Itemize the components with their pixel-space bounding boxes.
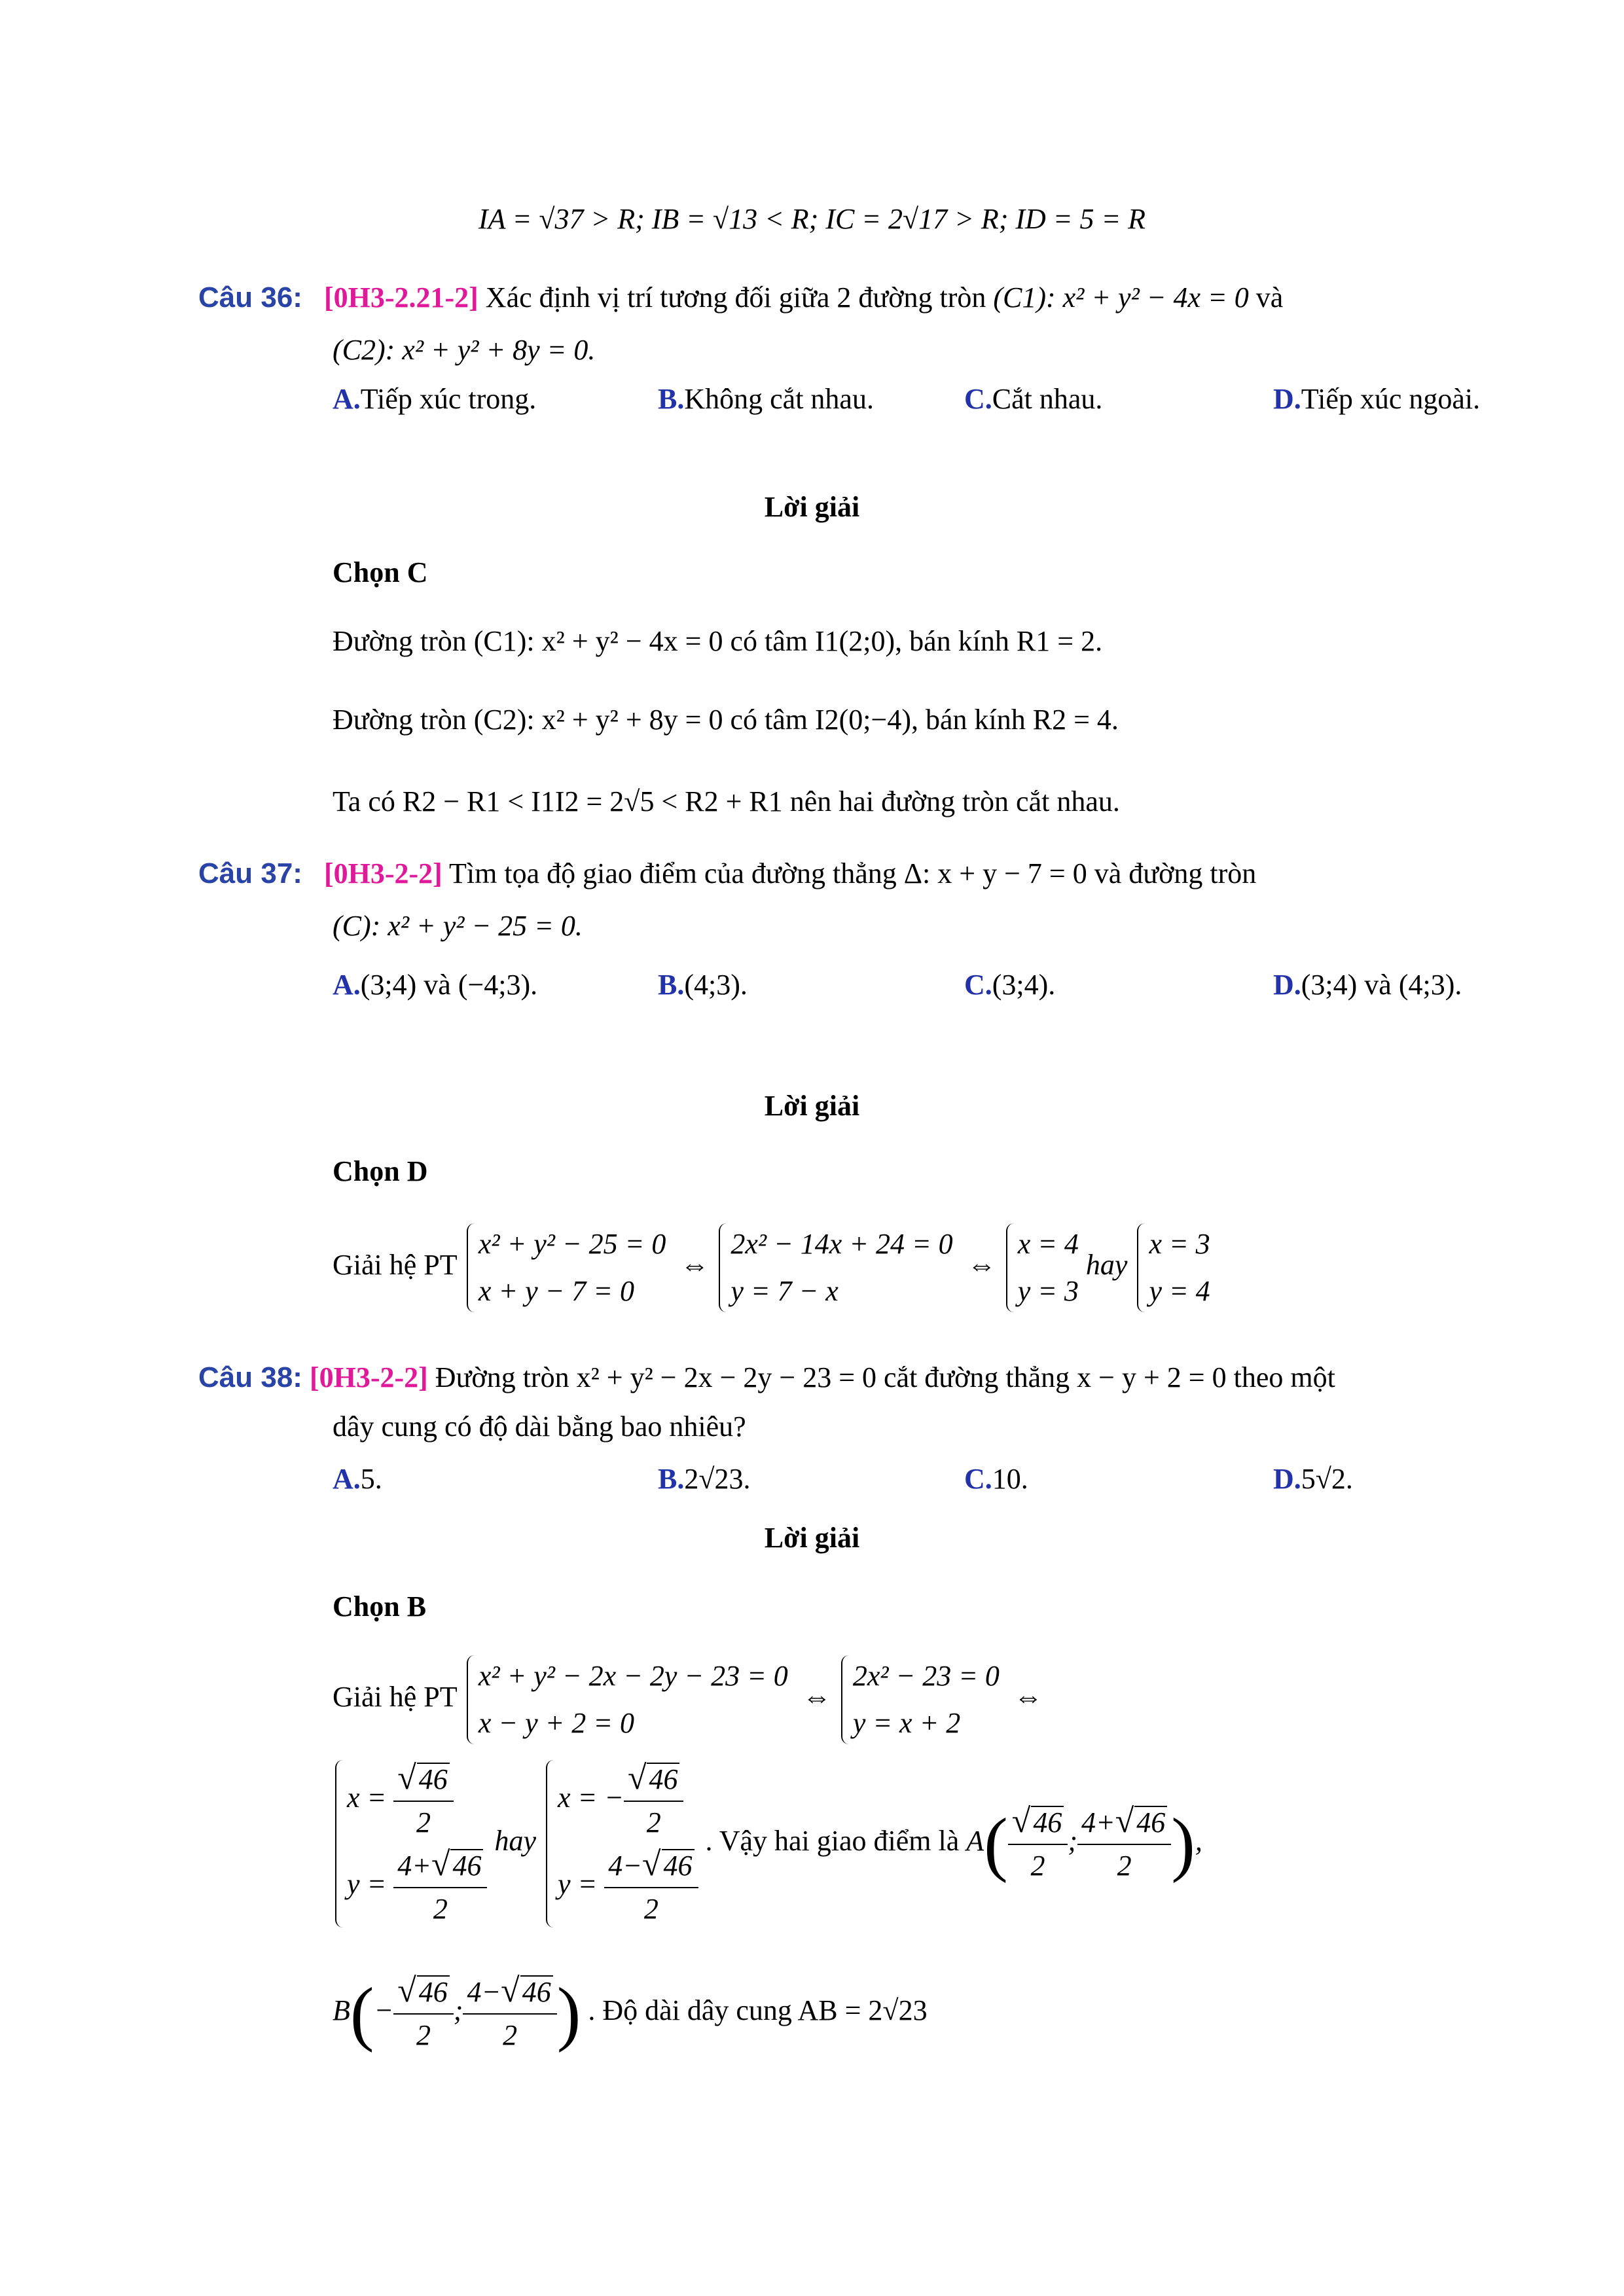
q36-c2: (C2): x² + y² + 8y = 0. [333,334,596,366]
q37-hay: hay [1085,1249,1128,1282]
q37-option-a [333,965,537,1005]
q36-option-c-text: Cắt nhau. [992,383,1103,415]
q38-option-c-text: 10. [992,1463,1028,1495]
q38-system-1-eq2: x − y + 2 = 0 [478,1707,634,1739]
q36-option-b [658,380,874,419]
q37-system-3 [1003,1221,1079,1315]
q38-heading [198,1358,1335,1397]
q38-option-b [658,1460,751,1499]
q38-option-b-letter: B. [658,1463,685,1495]
q38-final-line [333,1970,928,2056]
q37-circle: (C): x² + y² − 25 = 0. [333,910,583,942]
q38-label: Câu 38: [198,1361,302,1393]
q37-option-d-text: (3;4) và (4;3). [1301,969,1462,1001]
q37-system-1-eq2: x + y − 7 = 0 [478,1275,634,1307]
q37-text: Tìm tọa độ giao điểm của đường thẳng Δ: x + y − 7 = 0 và đường tròn [449,857,1257,889]
q38-system-1-eq1: x² + y² − 2x − 2y − 23 = 0 [478,1660,788,1692]
q37-option-b-letter: B. [658,969,685,1001]
q37-system-1 [464,1221,666,1315]
q37-option-a-letter: A. [333,969,361,1001]
q38-system-2-eq2: y = x + 2 [852,1707,961,1739]
q36-label: Câu 36: [198,281,302,314]
q37-heading [198,854,1256,893]
q37-system-4 [1134,1221,1210,1315]
q38-tag: [0H3-2-2] [309,1361,428,1393]
q38-option-a [333,1460,382,1499]
q38-solution-system-1: x = $\frac{√46}{2}$ y = $\frac{4+√46}{2}$ [333,1757,487,1930]
q36-solution-line-2: Đường tròn (C2): x² + y² + 8y = 0 có tâm I2(0;−4), bán kính R2 = 4. [333,704,1119,736]
q37-option-d-letter: D. [1273,969,1301,1001]
q38-solution-system-2: x = − $\frac{√46}{2}$ y = $\frac{4-√46}{2}$ [543,1757,698,1930]
q37-solution-title: Lời giải [764,1090,860,1122]
q37-solve-prefix: Giải hệ PT [333,1249,457,1282]
q37-system-4-eq2: y = 4 [1149,1275,1210,1307]
q37-system-2 [716,1221,952,1315]
q38-solve-prefix: Giải hệ PT [333,1681,457,1713]
q36-option-a-text: Tiếp xúc trong. [360,383,537,415]
q37-system-2-eq2: y = 7 − x [731,1275,839,1307]
q37-system-line: Giải hệ PT x² + y² − 25 = 0 x + y − 7 = 0 ⇔ 2x² − 14x + 24 = 0 y = 7 − x ⇔ x = 4 y = 3 hay x = 3 y = 4 [333,1221,1210,1315]
q37-system-4-eq1: x = 3 [1149,1228,1210,1260]
q38-option-c-letter: C. [964,1463,992,1495]
q37-label: Câu 37: [198,857,302,889]
q36-option-d-text: Tiếp xúc ngoài. [1301,383,1481,415]
q38-point-a: A( $\frac{√46}{2}$ ; $\frac{4+√46}{2}$ ), [966,1825,1202,1857]
q37-option-b [658,965,748,1005]
q37-system-3-eq2: y = 3 [1017,1275,1079,1307]
q37-option-b-text: (4;3). [684,969,748,1001]
q38-option-d-letter: D. [1273,1463,1301,1495]
q38-text: Đường tròn x² + y² − 2x − 2y − 23 = 0 cắt đường thẳng x − y + 2 = 0 theo một [435,1361,1335,1393]
q36-option-a-letter: A. [333,383,361,415]
q36-option-b-text: Không cắt nhau. [684,383,874,415]
q38-conclude: . Vậy hai giao điểm là [705,1825,960,1857]
q37-option-a-text: (3;4) và (−4;3). [360,969,538,1001]
q36-option-d-letter: D. [1273,383,1301,415]
q38-option-a-text: 5. [360,1463,382,1495]
q36-option-c-letter: C. [964,383,992,415]
q38-choice: Chọn B [333,1590,427,1623]
q38-solution-fractions [333,1757,1202,1930]
q37-option-c [964,965,1055,1005]
q36-option-a [333,380,536,419]
q38-option-b-text: 2√23. [684,1463,751,1495]
q36-c1: (C1): x² + y² − 4x = 0 [993,281,1249,314]
q38-solution-title: Lời giải [764,1522,860,1554]
q38-text-2: dây cung có độ dài bằng bao nhiêu? [333,1410,746,1443]
q36-solution-line-1: Đường tròn (C1): x² + y² − 4x = 0 có tâm I1(2;0), bán kính R1 = 2. [333,625,1103,657]
q36-choice: Chọn C [333,556,428,588]
q36-option-d [1273,380,1489,419]
q38-option-d-text: 5√2. [1301,1463,1353,1495]
q37-option-d [1273,965,1489,1005]
q37-option-c-text: (3;4). [992,969,1056,1001]
q36-option-b-letter: B. [658,383,685,415]
q37-option-c-letter: C. [964,969,992,1001]
q36-text: Xác định vị trí tương đối giữa 2 đường tròn [485,281,986,314]
q38-final: . Độ dài dây cung AB = 2√23 [588,1994,928,2027]
q37-system-2-eq1: 2x² − 14x + 24 = 0 [731,1228,953,1260]
top-equation: IA = √37 > R; IB = √13 < R; IC = 2√17 > R; ID = 5 = R [478,203,1146,235]
q38-system-2 [839,1653,1000,1747]
q38-hay: hay [494,1825,537,1857]
q38-point-b: B(− $\frac{√46}{2}$ ; $\frac{4-√46}{2}$ ) [333,1994,581,2026]
q38-system-2-eq1: 2x² − 23 = 0 [852,1660,1000,1692]
q36-solution-title: Lời giải [764,491,860,523]
q36-heading [198,278,1283,317]
q36-and: và [1255,281,1284,314]
q37-system-3-eq1: x = 4 [1017,1228,1079,1260]
q37-choice: Chọn D [333,1155,428,1187]
q38-option-c [964,1460,1028,1499]
q38-system-line: Giải hệ PT x² + y² − 2x − 2y − 23 = 0 x − y + 2 = 0 ⇔ 2x² − 23 = 0 y = x + 2 ⇔ [333,1653,1043,1747]
q36-option-c [964,380,1102,419]
q36-solution-line-3: Ta có R2 − R1 < I1I2 = 2√5 < R2 + R1 nên hai đường tròn cắt nhau. [333,785,1120,817]
q37-system-1-eq1: x² + y² − 25 = 0 [478,1228,666,1260]
q38-option-a-letter: A. [333,1463,361,1495]
q38-option-d [1273,1460,1353,1499]
q36-tag: [0H3-2.21-2] [323,281,478,314]
q38-system-1 [464,1653,788,1747]
q37-tag: [0H3-2-2] [323,857,442,889]
